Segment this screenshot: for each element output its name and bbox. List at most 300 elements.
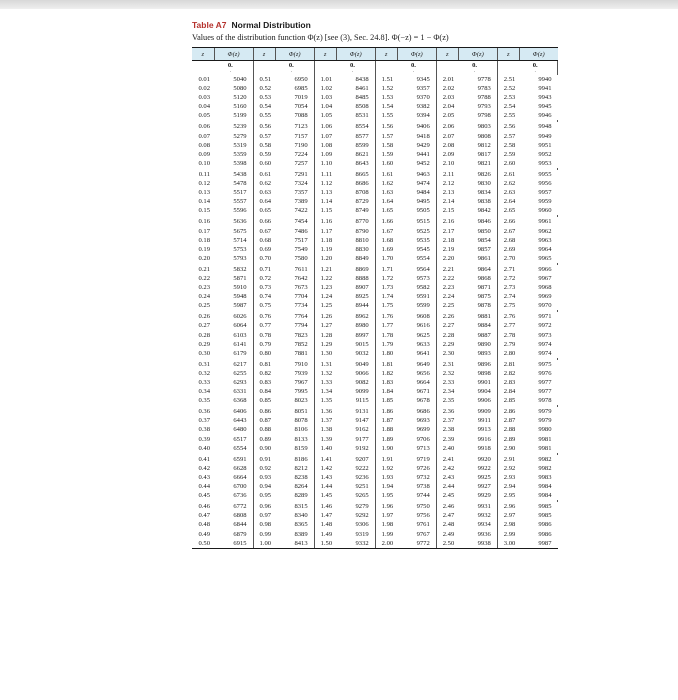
table-row [192, 321, 558, 330]
z-cell: 2.98 [503, 521, 516, 529]
z-cell: 2.64 [503, 198, 516, 206]
phi-cell: 7794 [275, 321, 314, 330]
z-cell: 0.47 [198, 512, 211, 520]
z-cell: 2.53 [503, 94, 516, 102]
phi-cell: 8554 [336, 122, 375, 131]
phi-cell: 6736 [214, 491, 253, 500]
z-cell: 1.88 [381, 426, 394, 434]
z-cell: 2.27 [442, 322, 455, 330]
z-cell: 2.70 [503, 254, 516, 262]
z-cell: 0.68 [259, 236, 272, 244]
z-cell: 1.35 [320, 397, 333, 405]
z-cell: 1.59 [381, 150, 394, 158]
phi-cell: 8925 [336, 292, 375, 301]
z-cell: 0.96 [259, 503, 272, 511]
phi-cell: 9319 [336, 530, 375, 539]
phi-cell: 9821 [458, 159, 497, 168]
z-cell: 2.75 [503, 302, 516, 310]
z-cell: 2.72 [503, 274, 516, 282]
z-cell: 0.29 [198, 340, 211, 348]
z-cell: 2.23 [442, 284, 455, 292]
z-cell: 2.03 [442, 94, 455, 102]
phi-cell: 5910 [214, 283, 253, 292]
z-cell: 2.85 [503, 397, 516, 405]
z-cell: 2.99 [503, 530, 516, 538]
phi-cell: 6628 [214, 464, 253, 473]
phi-cell: 9808 [458, 132, 497, 141]
phi-cell: 6331 [214, 387, 253, 396]
phi-cell: 8997 [336, 331, 375, 340]
z-cell: 0.80 [259, 349, 272, 357]
phi-cell: 9854 [458, 236, 497, 245]
z-cell: 2.87 [503, 417, 516, 425]
z-cell: 1.79 [381, 340, 394, 348]
table-row [192, 530, 558, 539]
phi-cell: 9830 [458, 179, 497, 188]
phi-cell: 9778 [458, 75, 497, 84]
phi-cell: 5279 [214, 132, 253, 141]
z-cell: 0.01 [198, 76, 211, 83]
z-cell: 0.04 [198, 103, 211, 111]
z-cell: 0.11 [198, 170, 211, 178]
table-row [192, 340, 558, 349]
phi-cell: 7823 [275, 331, 314, 340]
z-cell: 0.69 [259, 245, 272, 253]
phi-cell: 5160 [214, 102, 253, 111]
phi-cell: 6517 [214, 435, 253, 444]
phi-cell: 6064 [214, 321, 253, 330]
phi-cell: 8810 [336, 236, 375, 245]
phi-cell: · [458, 70, 497, 75]
z-cell: 2.46 [442, 503, 455, 511]
phi-cell: 9370 [397, 93, 436, 102]
phi-cell: 8531 [336, 111, 375, 120]
phi-cell: 5636 [214, 217, 253, 226]
z-cell: 0.49 [198, 530, 211, 538]
phi-cell: 9884 [458, 321, 497, 330]
phi-cell: 8508 [336, 102, 375, 111]
phi-cell: 9941 [538, 85, 552, 93]
z-cell: 2.67 [503, 227, 516, 235]
table-row [192, 444, 558, 453]
z-cell: 1.00 [253, 539, 275, 549]
phi-cell: 7881 [275, 349, 314, 358]
phi-cell: 8315 [275, 502, 314, 511]
phi-cell: 0. [519, 61, 557, 71]
table-row [192, 435, 558, 444]
z-cell: 1.52 [381, 85, 394, 93]
phi-cell: 9982 [538, 464, 552, 472]
phi-cell: 6443 [214, 416, 253, 425]
table-row [192, 227, 558, 236]
phi-cell: 9970 [538, 302, 552, 310]
phi-cell: 9975 [538, 360, 552, 368]
phi-cell: 7019 [275, 93, 314, 102]
phi-cell: 7389 [275, 197, 314, 206]
z-cell [314, 61, 336, 71]
z-cell: 2.44 [442, 483, 455, 491]
phi-cell: 5596 [214, 206, 253, 215]
z-cell: 3.00 [497, 539, 519, 549]
z-cell: 0.35 [198, 397, 211, 405]
phi-cell: 9767 [397, 530, 436, 539]
z-cell: 2.29 [442, 340, 455, 348]
phi-cell: 7224 [275, 150, 314, 159]
z-cell: 0.89 [259, 435, 272, 443]
phi-cell: 8438 [336, 75, 375, 84]
phi-cell: 9960 [538, 207, 552, 215]
phi-cell: 9981 [538, 444, 552, 452]
phi-cell: 9177 [336, 435, 375, 444]
z-cell: 2.26 [442, 313, 455, 321]
z-cell: 0.99 [259, 530, 272, 538]
z-cell: 1.33 [320, 379, 333, 386]
phi-cell: 8078 [275, 416, 314, 425]
phi-cell: 7257 [275, 159, 314, 168]
phi-cell: 9418 [397, 132, 436, 141]
z-cell: 1.10 [320, 159, 333, 167]
z-cell: 0.86 [259, 408, 272, 416]
phi-cell: 8708 [336, 188, 375, 197]
z-cell: 0.41 [198, 455, 211, 463]
phi-cell: 9505 [397, 206, 436, 215]
z-cell: 2.74 [503, 293, 516, 301]
phi-cell: 9783 [458, 84, 497, 93]
z-cell: 2.25 [442, 302, 455, 310]
phi-cell: 5832 [214, 265, 253, 274]
phi-cell: 8907 [336, 283, 375, 292]
z-cell: 1.22 [320, 274, 333, 282]
phi-cell: 9956 [538, 180, 552, 188]
z-cell: 2.54 [503, 103, 516, 111]
phi-cell: 8340 [275, 511, 314, 520]
table-title [192, 20, 558, 31]
table-row [192, 539, 558, 549]
z-cell: 2.62 [503, 180, 516, 188]
phi-cell: 9938 [458, 539, 497, 549]
phi-cell: 9686 [397, 407, 436, 416]
z-cell: 2.50 [436, 539, 458, 549]
phi-cell: 5557 [214, 197, 253, 206]
z-cell: 0.71 [259, 265, 272, 273]
phi-cell: 9962 [538, 227, 552, 235]
table-row [192, 482, 558, 491]
phi-cell: 9913 [458, 425, 497, 434]
z-cell: 0.51 [259, 76, 272, 83]
table-row [192, 265, 558, 274]
z-cell: 1.85 [381, 397, 394, 405]
z-cell: 1.37 [320, 417, 333, 425]
phi-cell: 9890 [458, 340, 497, 349]
z-cell: 1.65 [381, 207, 394, 215]
phi-cell: 9812 [458, 141, 497, 150]
table-body [192, 61, 558, 549]
phi-cell: 9726 [397, 464, 436, 473]
phi-cell: 9573 [397, 274, 436, 283]
table-row [192, 425, 558, 434]
phi-cell: 9608 [397, 312, 436, 321]
z-cell: 1.58 [381, 141, 394, 149]
z-cell: 2.83 [503, 379, 516, 386]
z-cell: 1.06 [320, 123, 333, 131]
z-cell: 2.08 [442, 141, 455, 149]
z-cell: 0.28 [198, 331, 211, 339]
z-cell: 1.64 [381, 198, 394, 206]
phi-cell: 8106 [275, 425, 314, 434]
phi-cell: 5987 [214, 301, 253, 310]
z-cell: 2.77 [503, 322, 516, 330]
table-row [192, 141, 558, 150]
z-cell: 1.43 [320, 473, 333, 481]
z-cell: 1.13 [320, 189, 333, 197]
phi-cell: 9976 [538, 369, 552, 377]
z-cell: 2.80 [503, 349, 516, 357]
z-cell: 1.38 [320, 426, 333, 434]
phi-cell: 9981 [538, 435, 552, 443]
z-cell: 0.37 [198, 417, 211, 425]
phi-cell: 9147 [336, 416, 375, 425]
phi-cell: 9798 [458, 111, 497, 120]
phi-cell: 5319 [214, 141, 253, 150]
phi-cell: 6480 [214, 425, 253, 434]
phi-cell: 9713 [397, 444, 436, 453]
header-phi: Φ(z) [214, 48, 253, 61]
z-cell: 0.61 [259, 170, 272, 178]
phi-cell: 9945 [538, 103, 552, 111]
phi-cell: 9875 [458, 292, 497, 301]
z-cell: 0.24 [198, 293, 211, 301]
z-cell: 2.96 [503, 503, 516, 511]
z-cell: 1.07 [320, 132, 333, 140]
table-row [192, 217, 558, 226]
table-row [192, 188, 558, 197]
phi-cell: 6664 [214, 473, 253, 482]
phi-cell: 5080 [214, 84, 253, 93]
z-cell: 0.73 [259, 284, 272, 292]
phi-cell: 9948 [538, 123, 552, 131]
phi-cell: 5948 [214, 292, 253, 301]
z-cell: 0.12 [198, 180, 211, 188]
phi-cell: 7486 [275, 227, 314, 236]
z-cell: 1.23 [320, 284, 333, 292]
z-cell: 2.63 [503, 189, 516, 197]
table-number: Table A7 [192, 20, 227, 30]
phi-cell: 9922 [458, 464, 497, 473]
z-cell: 1.09 [320, 150, 333, 158]
z-cell: 1.61 [381, 170, 394, 178]
z-cell: 1.47 [320, 512, 333, 520]
phi-cell: 9936 [458, 530, 497, 539]
z-cell: 0.03 [198, 94, 211, 102]
phi-cell: 6985 [275, 84, 314, 93]
header-z: z [314, 48, 336, 61]
phi-cell: 5040 [214, 75, 253, 84]
z-cell: 2.35 [442, 397, 455, 405]
phi-cell: 8621 [336, 150, 375, 159]
phi-cell: 9925 [458, 473, 497, 482]
phi-cell: 9953 [538, 159, 552, 167]
phi-cell: 9868 [458, 274, 497, 283]
phi-cell: · [275, 70, 314, 75]
table-row [192, 312, 558, 321]
table-row [192, 197, 558, 206]
phi-cell: 7704 [275, 292, 314, 301]
z-cell: 2.94 [503, 483, 516, 491]
phi-cell: 6406 [214, 407, 253, 416]
z-cell: 2.73 [503, 284, 516, 292]
phi-cell: 7422 [275, 206, 314, 215]
z-cell: 0.46 [198, 503, 211, 511]
table-row [192, 331, 558, 340]
z-cell: 2.28 [442, 331, 455, 339]
z-cell: 2.58 [503, 141, 516, 149]
phi-cell: 9693 [397, 416, 436, 425]
phi-cell: 8686 [336, 179, 375, 188]
z-cell: 1.39 [320, 435, 333, 443]
z-cell: 0.48 [198, 521, 211, 529]
z-cell: 0.33 [198, 379, 211, 386]
phi-cell: 9968 [538, 284, 552, 292]
phi-cell: 9826 [458, 170, 497, 179]
z-cell: 2.16 [442, 218, 455, 226]
phi-cell: 7291 [275, 170, 314, 179]
z-cell: 2.18 [442, 236, 455, 244]
phi-cell: 9292 [336, 511, 375, 520]
phi-cell: 5517 [214, 188, 253, 197]
z-cell: 2.19 [442, 245, 455, 253]
phi-cell: 9162 [336, 425, 375, 434]
phi-cell: 9706 [397, 435, 436, 444]
z-cell: 1.68 [381, 236, 394, 244]
table-row [192, 122, 558, 131]
z-cell: 1.51 [381, 76, 394, 83]
z-cell: 2.09 [442, 150, 455, 158]
z-cell: 1.57 [381, 132, 394, 140]
phi-cell: 9959 [538, 198, 552, 206]
z-cell: 2.24 [442, 293, 455, 301]
z-cell: 1.81 [381, 360, 394, 368]
phi-cell: 9678 [397, 396, 436, 405]
header-z: z [375, 48, 397, 61]
z-cell: 0.13 [198, 189, 211, 197]
z-cell: 1.36 [320, 408, 333, 416]
z-cell: 0.83 [259, 379, 272, 386]
table-row [192, 132, 558, 141]
z-cell [436, 61, 458, 71]
z-cell: 1.21 [320, 265, 333, 273]
z-cell: 2.86 [503, 408, 516, 416]
z-cell: 1.20 [320, 254, 333, 262]
z-cell: 0.36 [198, 408, 211, 416]
z-cell: 2.92 [503, 464, 516, 472]
phi-cell: 6141 [214, 340, 253, 349]
z-cell: 2.33 [442, 379, 455, 386]
phi-cell: 6554 [214, 444, 253, 453]
phi-cell: 7324 [275, 179, 314, 188]
table-row [192, 274, 558, 283]
phi-cell: 6915 [214, 539, 253, 549]
z-cell: 0.15 [198, 207, 211, 215]
z-cell: 2.47 [442, 512, 455, 520]
phi-cell: 8849 [336, 254, 375, 263]
z-cell: 1.16 [320, 218, 333, 226]
phi-cell: 9115 [336, 396, 375, 405]
phi-cell: 9803 [458, 122, 497, 131]
header-phi: Φ(z) [336, 48, 375, 61]
phi-cell: 8186 [275, 455, 314, 464]
z-cell: 2.49 [442, 530, 455, 538]
phi-cell: 9846 [458, 217, 497, 226]
z-cell: 0.45 [198, 492, 211, 500]
window-top-bar [0, 0, 678, 9]
phi-cell: 9756 [397, 511, 436, 520]
table-row [192, 159, 558, 168]
phi-cell: 9909 [458, 407, 497, 416]
phi-cell: 9934 [458, 520, 497, 529]
phi-cell: 9788 [458, 93, 497, 102]
z-cell: 0.40 [198, 444, 211, 452]
z-cell: 0.75 [259, 302, 272, 310]
document-page [192, 20, 558, 549]
table-row [192, 283, 558, 292]
z-cell: 0.58 [259, 141, 272, 149]
z-cell: 0.16 [198, 218, 211, 226]
z-cell: 1.76 [381, 313, 394, 321]
table-row [192, 236, 558, 245]
phi-cell: 7054 [275, 102, 314, 111]
z-cell: 2.17 [442, 227, 455, 235]
table-row [192, 84, 558, 93]
phi-cell: 9951 [538, 141, 552, 149]
header-z: z [436, 48, 458, 61]
phi-cell: 0. [214, 61, 253, 71]
phi-cell: 9850 [458, 227, 497, 236]
phi-cell: 5359 [214, 150, 253, 159]
table-row [192, 369, 558, 378]
z-cell: 2.15 [442, 207, 455, 215]
z-cell: 2.59 [503, 150, 516, 158]
z-cell: 0.91 [259, 455, 272, 463]
phi-cell: 5793 [214, 254, 253, 263]
z-cell: 2.12 [442, 180, 455, 188]
header-z: z [253, 48, 275, 61]
table-row [192, 378, 558, 387]
z-cell: 1.78 [381, 331, 394, 339]
z-cell: 2.39 [442, 435, 455, 443]
z-cell: 1.11 [320, 170, 333, 178]
phi-cell: 5199 [214, 111, 253, 120]
phi-cell: 9279 [336, 502, 375, 511]
z-cell: 0.98 [259, 521, 272, 529]
z-cell: 2.69 [503, 245, 516, 253]
phi-cell: 8944 [336, 301, 375, 310]
phi-cell: 9972 [538, 322, 552, 330]
z-cell: 0.54 [259, 103, 272, 111]
phi-cell: 8665 [336, 170, 375, 179]
phi-cell: 8133 [275, 435, 314, 444]
z-cell: 2.56 [503, 123, 516, 131]
z-cell: 2.06 [442, 123, 455, 131]
z-cell: 1.82 [381, 369, 394, 377]
phi-cell: 9671 [397, 387, 436, 396]
z-cell: 0.55 [259, 112, 272, 120]
z-cell: 1.24 [320, 293, 333, 301]
z-cell: 0.22 [198, 274, 211, 282]
phi-cell: 7642 [275, 274, 314, 283]
z-cell: 1.56 [381, 123, 394, 131]
z-cell: 2.07 [442, 132, 455, 140]
phi-cell: 9979 [538, 408, 552, 416]
